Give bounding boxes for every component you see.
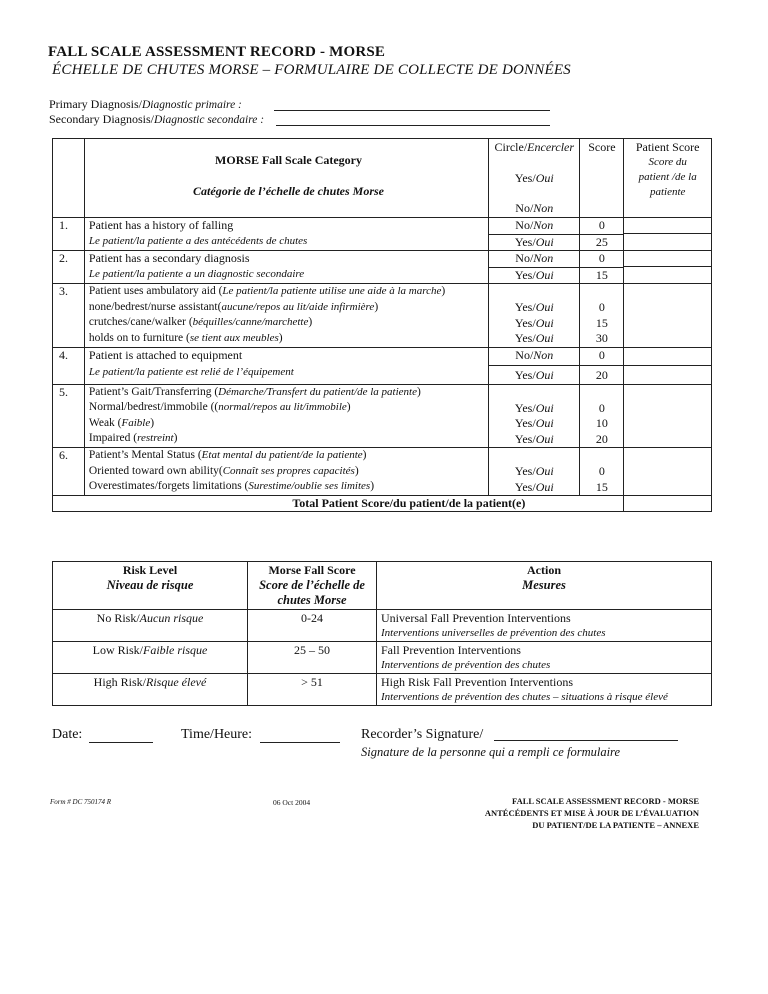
option-yes[interactable]: Yes/Oui bbox=[514, 400, 554, 415]
risk-row: High Risk/Risque élevé > 51 High Risk Fall Prevention Interventions Interventions de prévention des chutes – situations à risque élevé bbox=[53, 674, 712, 706]
option-yes[interactable]: Yes/Oui bbox=[514, 315, 554, 330]
total-score-field[interactable] bbox=[624, 496, 712, 512]
patient-score-heading: Patient Score bbox=[635, 140, 700, 154]
risk-row: Low Risk/Faible risque 25 – 50 Fall Prevention Interventions Interventions de prévention des chutes bbox=[53, 642, 712, 674]
form-number: Form # DC 750174 R bbox=[50, 798, 112, 806]
morse-scale-table bbox=[52, 138, 712, 512]
circle-heading: Circle/Encercler bbox=[494, 140, 575, 154]
option-yes[interactable]: Yes/Oui bbox=[514, 464, 554, 478]
form-title-fr: ÉCHELLE DE CHUTES MORSE – FORMULAIRE DE COLLECTE DE DONNÉES bbox=[52, 62, 571, 78]
option-no[interactable]: No/Non bbox=[489, 251, 579, 268]
date-label: Date: bbox=[52, 727, 83, 742]
option-yes[interactable]: Yes/Oui bbox=[514, 234, 554, 249]
option-yes[interactable]: Yes/Oui bbox=[514, 479, 554, 494]
risk-level-heading: Risk Level bbox=[122, 563, 178, 577]
action-heading: Action bbox=[527, 563, 561, 577]
table-row: 2. Patient has a secondary diagnosis Le patient/la patiente a un diagnostic secondaire No/Non Yes/Oui 0 15 bbox=[53, 251, 712, 284]
option-yes[interactable]: Yes/Oui bbox=[514, 416, 554, 430]
option-yes[interactable]: Yes/Oui bbox=[514, 267, 554, 282]
table-row: 6. Patient’s Mental Status (Etat mental du patient/de la patiente) Oriented toward own ability(Connaît ses propres capacités) Overestimates/forgets limitations (Surestime/oublie ses limites) Yes/Oui Yes/Oui 0 15 bbox=[53, 448, 712, 496]
secondary-diagnosis-field[interactable] bbox=[276, 125, 550, 126]
risk-row: No Risk/Aucun risque 0-24 Universal Fall Prevention Interventions Interventions universelles de prévention des chutes bbox=[53, 610, 712, 642]
secondary-diagnosis-label: Secondary Diagnosis/Diagnostic secondaire : bbox=[49, 112, 265, 126]
risk-level-table bbox=[52, 561, 712, 706]
table-row: 1. Patient has a history of falling Le patient/la patiente a des antécédents de chutes No/Non Yes/Oui 0 25 bbox=[53, 218, 712, 251]
fall-score-heading: Morse Fall Score bbox=[268, 563, 356, 577]
option-yes[interactable]: Yes/Oui bbox=[514, 300, 554, 314]
time-label: Time/Heure: bbox=[181, 727, 253, 742]
category-heading-en: MORSE Fall Scale Category bbox=[215, 153, 363, 167]
option-no[interactable]: No/Non bbox=[489, 348, 579, 367]
score-heading: Score bbox=[580, 139, 624, 218]
primary-diagnosis-field[interactable] bbox=[274, 110, 550, 111]
total-row bbox=[53, 496, 712, 512]
table-row: 5. Patient’s Gait/Transferring (Démarche/Transfert du patient/de la patiente) Normal/bedrest/immobile ((normal/repos au lit/immobile) Weak (Faible) Impaired (restreint) Yes/Oui Yes/Oui Yes/Oui 0 10 20 bbox=[53, 384, 712, 448]
form-date: 06 Oct 2004 bbox=[273, 798, 311, 807]
option-no[interactable]: No/Non bbox=[489, 218, 579, 235]
option-yes[interactable]: Yes/Oui bbox=[514, 331, 554, 345]
total-label: Total Patient Score/du patient/de la patient(e) bbox=[53, 496, 624, 512]
time-field[interactable] bbox=[260, 742, 340, 743]
risk-header-row: Risk Level Niveau de risque Morse Fall Score Score de l’échelle de chutes Morse Action Mesures bbox=[53, 562, 712, 610]
table-row: 3. Patient uses ambulatory aid (Le patient/la patiente utilise une aide à la marche) none/bedrest/nurse assistant(aucune/repos au lit/aide infirmière) crutches/cane/walker (béquilles/canne/marchette) holds on to furniture (se tient aux meubles) Yes/Oui Yes/Oui Yes/Oui 0 15 30 bbox=[53, 284, 712, 348]
date-field[interactable] bbox=[89, 742, 153, 743]
table-header-row: MORSE Fall Scale Category Catégorie de l’échelle de chutes Morse Circle/Encercler Yes/Oui No/Non Score Patient Score Score du patient /de la patiente bbox=[53, 139, 712, 218]
option-yes[interactable]: Yes/Oui bbox=[514, 431, 554, 446]
table-row: 4. Patient is attached to equipment Le patient/la patiente est relié de l’équipement No/Non Yes/Oui 0 20 bbox=[53, 347, 712, 384]
primary-diagnosis-label: Primary Diagnosis/Diagnostic primaire : bbox=[49, 97, 242, 111]
footer-title: FALL SCALE ASSESSMENT RECORD - MORSE ANTÉCÉDENTS ET MISE À JOUR DE L’ÉVALUATION DU PATIENT/DE LA PATIENTE – ANNEXE bbox=[484, 796, 699, 830]
form-title-en: FALL SCALE ASSESSMENT RECORD - MORSE bbox=[48, 44, 386, 60]
recorder-signature-fr: Signature de la personne qui a rempli ce formulaire bbox=[361, 745, 620, 759]
category-heading-fr: Catégorie de l’échelle de chutes Morse bbox=[193, 183, 385, 198]
option-yes[interactable]: Yes/Oui bbox=[514, 368, 554, 382]
recorder-signature-field[interactable] bbox=[494, 740, 678, 741]
recorder-signature-label: Recorder’s Signature/ bbox=[361, 727, 484, 742]
